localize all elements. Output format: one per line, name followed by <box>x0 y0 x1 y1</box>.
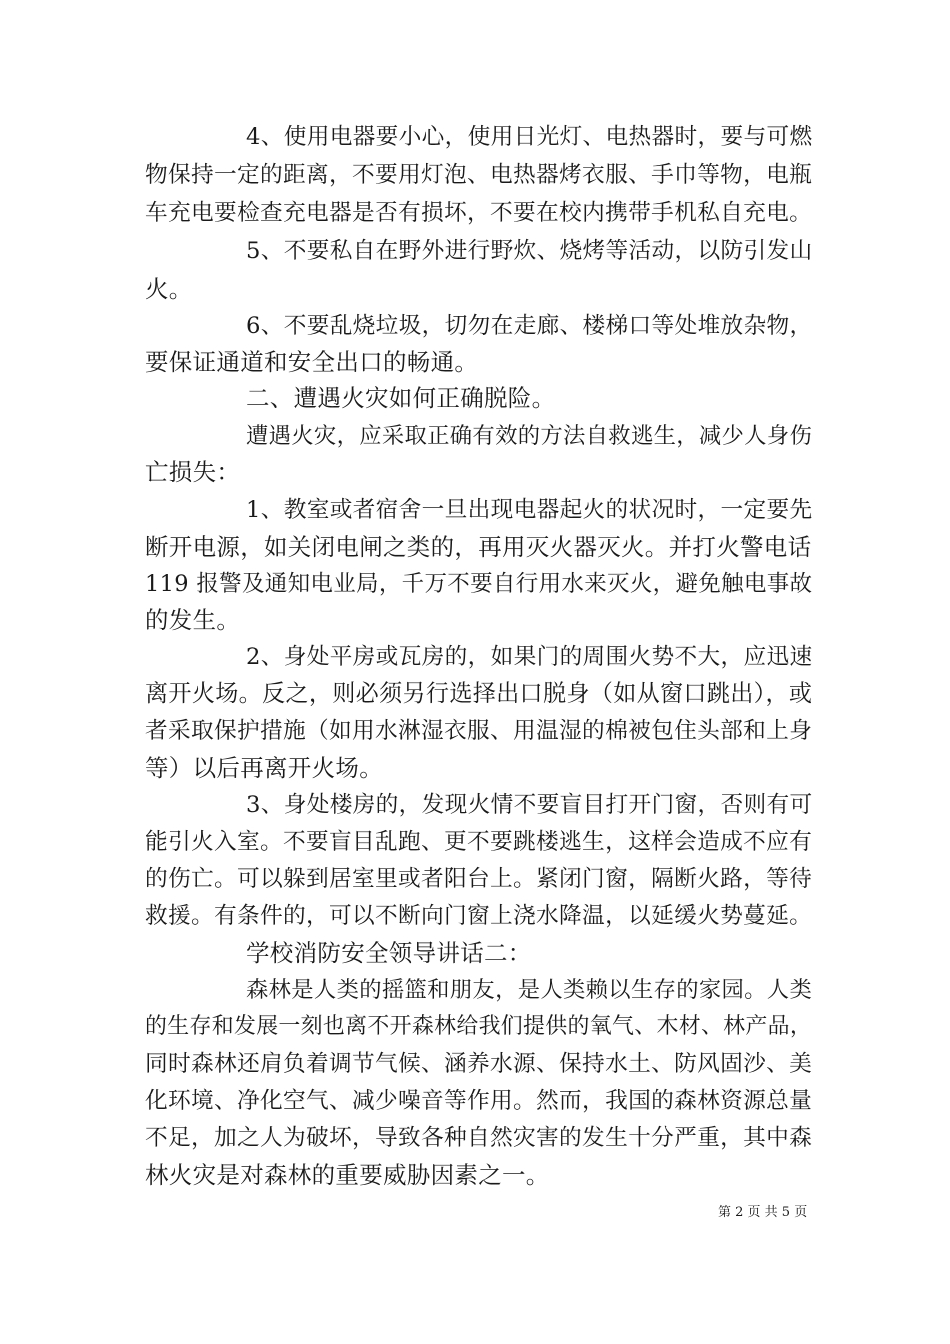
text-line: 要保证通道和安全出口的畅通。 <box>145 348 479 376</box>
section-heading: 学校消防安全领导讲话二： <box>246 939 532 967</box>
text-line: 6、不要乱烧垃圾，切勿在走廊、楼梯口等处堆放杂物， <box>246 313 813 339</box>
text-line: 5、不要私自在野外进行野炊、烧烤等活动，以防引发山 <box>246 238 813 264</box>
text-line: 断开电源，如关闭电闸之类的，再用灭火器灭火。并打火警电话 <box>145 533 812 561</box>
text-line: 等）以后再离开火场。 <box>145 754 383 782</box>
text-line: 者采取保护措施（如用水淋湿衣服、用温湿的棉被包住头部和上身 <box>145 718 813 744</box>
text-line: 的发生。 <box>145 606 241 634</box>
text-line: 亡损失： <box>145 458 241 486</box>
text-line: 离开火场。反之，则必须另行选择出口脱身（如从窗口跳出），或 <box>145 681 813 707</box>
text-line: 林火灾是对森林的重要威胁因素之一。 <box>145 1161 550 1189</box>
text-line: 火。 <box>145 275 193 303</box>
text-line: 119 报警及通知电业局，千万不要自行用水来灭火，避免触电事故 <box>145 571 813 597</box>
page-number: 第 2 页 共 5 页 <box>718 1205 808 1220</box>
text-line: 森林是人类的摇篮和朋友，是人类赖以生存的家园。人类 <box>246 977 813 1003</box>
text-line: 救援。有条件的，可以不断向门窗上浇水降温，以延缓火势蔓延。 <box>145 903 813 929</box>
text-line: 的生存和发展一刻也离不开森林给我们提供的氧气、木材、林产品， <box>145 1014 813 1039</box>
text-line: 遭遇火灾，应采取正确有效的方法自救逃生，减少人身伤 <box>246 423 813 449</box>
text-line: 4、使用电器要小心，使用日光灯、电热器时，要与可燃 <box>246 124 813 150</box>
text-line: 车充电要检查充电器是否有损坏，不要在校内携带手机私自充电。 <box>145 200 813 226</box>
text-line: 不足，加之人为破坏，导致各种自然灾害的发生十分严重，其中森 <box>145 1125 813 1151</box>
text-line: 2、身处平房或瓦房的，如果门的周围火势不大，应迅速 <box>246 644 813 670</box>
text-line: 能引火入室。不要盲目乱跑、更不要跳楼逃生，这样会造成不应有 <box>145 829 813 855</box>
text-line: 同时森林还肩负着调节气候、涵养水源、保持水土、防风固沙、美 <box>145 1051 813 1077</box>
section-heading: 二、遭遇火灾如何正确脱险。 <box>246 384 556 412</box>
text-line: 化环境、净化空气、减少噪音等作用。然而，我国的森林资源总量 <box>145 1088 813 1114</box>
text-line: 3、身处楼房的，发现火情不要盲目打开门窗，否则有可 <box>246 792 813 818</box>
text-line: 的伤亡。可以躲到居室里或者阳台上。紧闭门窗，隔断火路，等待 <box>145 866 813 892</box>
text-line: 物保持一定的距离，不要用灯泡、电热器烤衣服、手巾等物，电瓶 <box>145 162 813 188</box>
text-line: 1、教室或者宿舍一旦出现电器起火的状况时，一定要先 <box>246 497 813 523</box>
